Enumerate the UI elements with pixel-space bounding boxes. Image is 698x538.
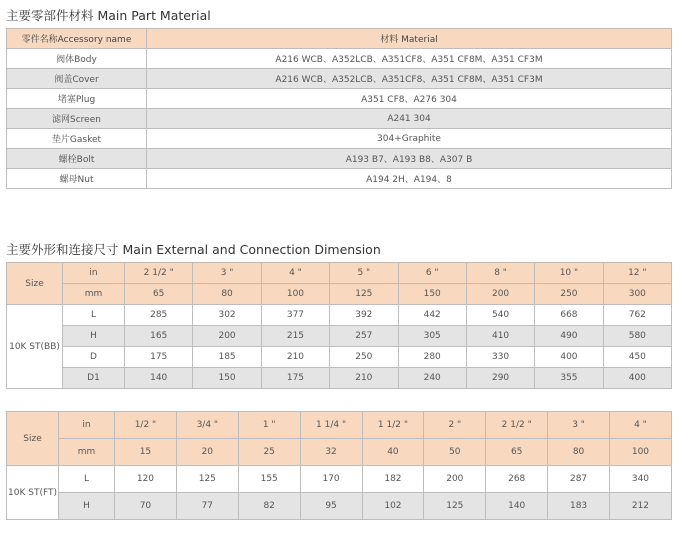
dimension-value: 95 <box>300 493 362 520</box>
size-mm-cell: 40 <box>362 439 424 466</box>
dimension-value: 155 <box>238 466 300 493</box>
part-material: A241 304 <box>147 109 672 129</box>
dimension-value: 280 <box>398 347 466 368</box>
size-in-cell: 2 " <box>424 412 486 439</box>
dimension-value: 215 <box>261 326 329 347</box>
dimension-value: 200 <box>193 326 261 347</box>
material-header: 材料 Material <box>147 29 672 49</box>
dimension-value: 540 <box>466 305 534 326</box>
dimension-value: 257 <box>330 326 398 347</box>
size-mm-cell: 80 <box>193 284 261 305</box>
group-label: 10K ST(FT) <box>7 466 59 520</box>
size-mm-cell: 15 <box>115 439 177 466</box>
size-in-cell: 10 " <box>535 263 603 284</box>
dimension-value: 340 <box>610 466 672 493</box>
table-row <box>7 368 672 389</box>
dimension-value: 120 <box>115 466 177 493</box>
part-material: A216 WCB、A352LCB、A351CF8、A351 CF8M、A351 CF3M <box>147 69 672 89</box>
size-mm-cell: 100 <box>610 439 672 466</box>
table-row <box>7 466 672 493</box>
dimension-value: 290 <box>466 368 534 389</box>
size-mm-cell: 25 <box>238 439 300 466</box>
part-material: A351 CF8、A276 304 <box>147 89 672 109</box>
dimension-value: 210 <box>330 368 398 389</box>
size-label: Size <box>7 263 63 305</box>
size-mm-cell: 65 <box>486 439 548 466</box>
dimension-value: 140 <box>486 493 548 520</box>
dimension-value: 70 <box>115 493 177 520</box>
mm-label: mm <box>63 284 125 305</box>
dimension-value: 125 <box>424 493 486 520</box>
dimension-label: H <box>63 326 125 347</box>
dimension-value: 240 <box>398 368 466 389</box>
part-name: 堵塞Plug <box>7 89 147 109</box>
dimension-value: 102 <box>362 493 424 520</box>
part-name: 阀体Body <box>7 49 147 69</box>
dimension-value: 392 <box>330 305 398 326</box>
size-in-row <box>7 263 672 284</box>
size-mm-row <box>7 284 672 305</box>
dimension-value: 165 <box>125 326 193 347</box>
group-label: 10K ST(BB) <box>7 305 63 389</box>
size-mm-cell: 250 <box>535 284 603 305</box>
dimension-value: 305 <box>398 326 466 347</box>
size-in-cell: 4 " <box>610 412 672 439</box>
size-mm-cell: 150 <box>398 284 466 305</box>
in-label: in <box>63 263 125 284</box>
dimension-value: 175 <box>125 347 193 368</box>
size-mm-cell: 20 <box>176 439 238 466</box>
dimension-label: D <box>63 347 125 368</box>
dimension-value: 355 <box>535 368 603 389</box>
size-in-cell: 4 " <box>261 263 329 284</box>
dimension-value: 377 <box>261 305 329 326</box>
part-name: 滤网Screen <box>7 109 147 129</box>
size-in-cell: 1 " <box>238 412 300 439</box>
dimension-value: 250 <box>330 347 398 368</box>
table-row <box>7 49 672 69</box>
part-name: 螺母Nut <box>7 169 147 189</box>
dimension-value: 82 <box>238 493 300 520</box>
table-row <box>7 169 672 189</box>
dimension-value: 210 <box>261 347 329 368</box>
dimension-value: 668 <box>535 305 603 326</box>
dimension-table-bb <box>6 262 672 389</box>
table-row <box>7 89 672 109</box>
size-in-cell: 12 " <box>603 263 671 284</box>
dimension-value: 302 <box>193 305 261 326</box>
dimension-value: 287 <box>548 466 610 493</box>
part-name: 阀盖Cover <box>7 69 147 89</box>
size-mm-cell: 100 <box>261 284 329 305</box>
table-row <box>7 129 672 149</box>
dimension-value: 400 <box>535 347 603 368</box>
dimension-value: 450 <box>603 347 671 368</box>
table-row <box>7 69 672 89</box>
materials-title: 主要零部件材料 Main Part Material <box>6 8 211 23</box>
table-row <box>7 326 672 347</box>
accessory-name-header: 零件名称Accessory name <box>7 29 147 49</box>
dimension-value: 150 <box>193 368 261 389</box>
materials-table <box>6 28 672 189</box>
dimension-label: H <box>59 493 115 520</box>
dimensions-title: 主要外形和连接尺寸 Main External and Connection Dimension <box>6 242 381 257</box>
size-in-cell: 1/2 " <box>115 412 177 439</box>
materials-header-row <box>7 29 672 49</box>
part-name: 螺栓Bolt <box>7 149 147 169</box>
dimension-value: 200 <box>424 466 486 493</box>
dimension-table-ft <box>6 411 672 520</box>
dimension-value: 183 <box>548 493 610 520</box>
dimension-value: 140 <box>125 368 193 389</box>
size-label: Size <box>7 412 59 466</box>
size-in-cell: 3/4 " <box>176 412 238 439</box>
size-mm-row <box>7 439 672 466</box>
size-in-cell: 2 1/2 " <box>486 412 548 439</box>
size-in-row <box>7 412 672 439</box>
size-in-cell: 2 1/2 " <box>125 263 193 284</box>
part-material: A216 WCB、A352LCB、A351CF8、A351 CF8M、A351 CF3M <box>147 49 672 69</box>
dimension-value: 410 <box>466 326 534 347</box>
size-mm-cell: 80 <box>548 439 610 466</box>
dimension-value: 285 <box>125 305 193 326</box>
size-in-cell: 6 " <box>398 263 466 284</box>
dimension-value: 490 <box>535 326 603 347</box>
size-in-cell: 8 " <box>466 263 534 284</box>
dimension-label: L <box>63 305 125 326</box>
size-mm-cell: 32 <box>300 439 362 466</box>
dimension-value: 77 <box>176 493 238 520</box>
dimension-value: 182 <box>362 466 424 493</box>
size-in-cell: 3 " <box>193 263 261 284</box>
size-in-cell: 1 1/4 " <box>300 412 362 439</box>
dimension-value: 185 <box>193 347 261 368</box>
dimension-value: 268 <box>486 466 548 493</box>
dimension-value: 762 <box>603 305 671 326</box>
size-mm-cell: 200 <box>466 284 534 305</box>
size-mm-cell: 125 <box>330 284 398 305</box>
size-mm-cell: 300 <box>603 284 671 305</box>
dimension-value: 580 <box>603 326 671 347</box>
table-row <box>7 109 672 129</box>
dimension-value: 330 <box>466 347 534 368</box>
mm-label: mm <box>59 439 115 466</box>
part-material: A194 2H、A194、8 <box>147 169 672 189</box>
size-mm-cell: 65 <box>125 284 193 305</box>
table-row <box>7 305 672 326</box>
dimension-value: 212 <box>610 493 672 520</box>
table-row <box>7 347 672 368</box>
in-label: in <box>59 412 115 439</box>
part-material: A193 B7、A193 B8、A307 B <box>147 149 672 169</box>
dimension-value: 400 <box>603 368 671 389</box>
size-in-cell: 3 " <box>548 412 610 439</box>
table-row <box>7 493 672 520</box>
dimension-label: D1 <box>63 368 125 389</box>
size-in-cell: 1 1/2 " <box>362 412 424 439</box>
table-row <box>7 149 672 169</box>
part-material: 304+Graphite <box>147 129 672 149</box>
size-in-cell: 5 " <box>330 263 398 284</box>
size-mm-cell: 50 <box>424 439 486 466</box>
dimension-value: 125 <box>176 466 238 493</box>
part-name: 垫片Gasket <box>7 129 147 149</box>
dimension-label: L <box>59 466 115 493</box>
dimension-value: 442 <box>398 305 466 326</box>
dimension-value: 175 <box>261 368 329 389</box>
dimension-value: 170 <box>300 466 362 493</box>
